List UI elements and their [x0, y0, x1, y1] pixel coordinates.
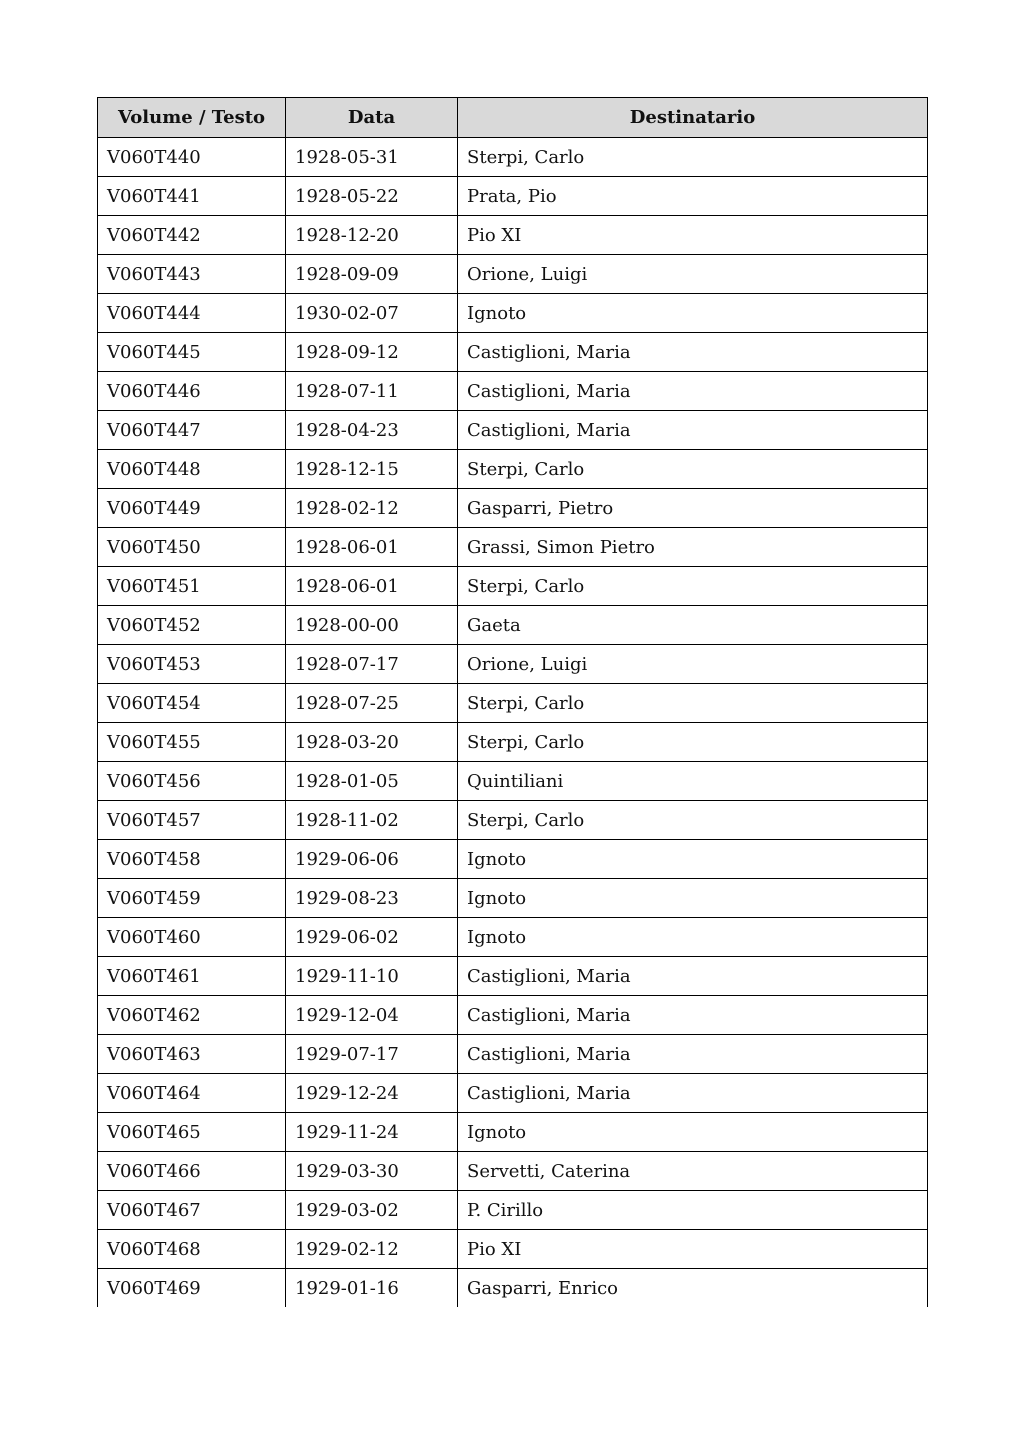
- cell-data: 1928-07-11: [286, 372, 458, 411]
- cell-volume-testo: V060T450: [98, 528, 286, 567]
- cell-data: 1929-03-30: [286, 1152, 458, 1191]
- table-row: [98, 801, 928, 840]
- cell-volume-testo: V060T443: [98, 255, 286, 294]
- cell-volume-testo: V060T468: [98, 1230, 286, 1269]
- table-row: [98, 177, 928, 216]
- cell-volume-testo: V060T445: [98, 333, 286, 372]
- cell-data: 1928-12-15: [286, 450, 458, 489]
- cell-volume-testo: V060T452: [98, 606, 286, 645]
- cell-destinatario: Orione, Luigi: [458, 255, 928, 294]
- cell-data: 1929-02-12: [286, 1230, 458, 1269]
- cell-volume-testo: V060T464: [98, 1074, 286, 1113]
- cell-volume-testo: V060T465: [98, 1113, 286, 1152]
- cell-data: 1928-06-01: [286, 567, 458, 606]
- header-data: Data: [286, 98, 458, 138]
- cell-data: 1928-07-17: [286, 645, 458, 684]
- table-row: [98, 606, 928, 645]
- cell-volume-testo: V060T459: [98, 879, 286, 918]
- cell-volume-testo: V060T461: [98, 957, 286, 996]
- cell-destinatario: Sterpi, Carlo: [458, 567, 928, 606]
- cell-data: 1929-11-10: [286, 957, 458, 996]
- cell-volume-testo: V060T448: [98, 450, 286, 489]
- cell-data: 1929-12-04: [286, 996, 458, 1035]
- table-row: [98, 1113, 928, 1152]
- cell-volume-testo: V060T467: [98, 1191, 286, 1230]
- cell-volume-testo: V060T455: [98, 723, 286, 762]
- table-row: [98, 996, 928, 1035]
- cell-volume-testo: V060T460: [98, 918, 286, 957]
- cell-data: 1928-05-22: [286, 177, 458, 216]
- cell-volume-testo: V060T457: [98, 801, 286, 840]
- table-row: [98, 645, 928, 684]
- table-row: [98, 567, 928, 606]
- cell-destinatario: Quintiliani: [458, 762, 928, 801]
- table-row: [98, 372, 928, 411]
- cell-data: 1928-12-20: [286, 216, 458, 255]
- cell-destinatario: Ignoto: [458, 879, 928, 918]
- cell-data: 1928-07-25: [286, 684, 458, 723]
- cell-data: 1929-11-24: [286, 1113, 458, 1152]
- cell-destinatario: Castiglioni, Maria: [458, 333, 928, 372]
- cell-data: 1929-03-02: [286, 1191, 458, 1230]
- cell-destinatario: Gasparri, Enrico: [458, 1269, 928, 1308]
- table-row: [98, 528, 928, 567]
- table-row: [98, 138, 928, 177]
- table-row: [98, 294, 928, 333]
- cell-data: 1928-03-20: [286, 723, 458, 762]
- cell-volume-testo: V060T449: [98, 489, 286, 528]
- cell-data: 1928-00-00: [286, 606, 458, 645]
- cell-volume-testo: V060T440: [98, 138, 286, 177]
- table-row: [98, 723, 928, 762]
- table-row: [98, 216, 928, 255]
- cell-data: 1928-05-31: [286, 138, 458, 177]
- cell-destinatario: Ignoto: [458, 840, 928, 879]
- table-row: [98, 333, 928, 372]
- cell-volume-testo: V060T463: [98, 1035, 286, 1074]
- cell-volume-testo: V060T447: [98, 411, 286, 450]
- cell-data: 1929-12-24: [286, 1074, 458, 1113]
- cell-data: 1929-01-16: [286, 1269, 458, 1308]
- table-row: [98, 1269, 928, 1308]
- cell-destinatario: Castiglioni, Maria: [458, 372, 928, 411]
- cell-data: 1928-09-12: [286, 333, 458, 372]
- cell-data: 1928-11-02: [286, 801, 458, 840]
- cell-destinatario: Castiglioni, Maria: [458, 411, 928, 450]
- table-row: [98, 255, 928, 294]
- header-row: [98, 98, 928, 138]
- table-row: [98, 879, 928, 918]
- cell-data: 1929-06-06: [286, 840, 458, 879]
- cell-data: 1928-01-05: [286, 762, 458, 801]
- cell-destinatario: Sterpi, Carlo: [458, 723, 928, 762]
- table-row: [98, 1074, 928, 1113]
- cell-destinatario: Pio XI: [458, 1230, 928, 1269]
- cell-volume-testo: V060T454: [98, 684, 286, 723]
- cell-volume-testo: V060T444: [98, 294, 286, 333]
- cell-data: 1929-06-02: [286, 918, 458, 957]
- cell-destinatario: Gaeta: [458, 606, 928, 645]
- cell-destinatario: Pio XI: [458, 216, 928, 255]
- table-row: [98, 1035, 928, 1074]
- cell-volume-testo: V060T446: [98, 372, 286, 411]
- letters-table: [97, 97, 928, 1307]
- cell-volume-testo: V060T458: [98, 840, 286, 879]
- cell-volume-testo: V060T466: [98, 1152, 286, 1191]
- cell-volume-testo: V060T469: [98, 1269, 286, 1308]
- cell-destinatario: Servetti, Caterina: [458, 1152, 928, 1191]
- cell-destinatario: Grassi, Simon Pietro: [458, 528, 928, 567]
- cell-destinatario: Sterpi, Carlo: [458, 138, 928, 177]
- cell-data: 1928-02-12: [286, 489, 458, 528]
- cell-data: 1928-04-23: [286, 411, 458, 450]
- cell-data: 1928-06-01: [286, 528, 458, 567]
- table-row: [98, 450, 928, 489]
- cell-volume-testo: V060T456: [98, 762, 286, 801]
- table-row: [98, 957, 928, 996]
- cell-data: 1930-02-07: [286, 294, 458, 333]
- cell-destinatario: Ignoto: [458, 1113, 928, 1152]
- table-row: [98, 840, 928, 879]
- cell-data: 1929-07-17: [286, 1035, 458, 1074]
- cell-destinatario: Sterpi, Carlo: [458, 801, 928, 840]
- cell-destinatario: Sterpi, Carlo: [458, 450, 928, 489]
- cell-destinatario: Gasparri, Pietro: [458, 489, 928, 528]
- table-row: [98, 1191, 928, 1230]
- table-row: [98, 1230, 928, 1269]
- cell-volume-testo: V060T453: [98, 645, 286, 684]
- cell-destinatario: Castiglioni, Maria: [458, 996, 928, 1035]
- cell-destinatario: P. Cirillo: [458, 1191, 928, 1230]
- cell-destinatario: Ignoto: [458, 294, 928, 333]
- cell-destinatario: Orione, Luigi: [458, 645, 928, 684]
- cell-volume-testo: V060T462: [98, 996, 286, 1035]
- cell-destinatario: Sterpi, Carlo: [458, 684, 928, 723]
- cell-destinatario: Castiglioni, Maria: [458, 1035, 928, 1074]
- table-row: [98, 411, 928, 450]
- cell-destinatario: Castiglioni, Maria: [458, 1074, 928, 1113]
- header-volume-testo: Volume / Testo: [98, 98, 286, 138]
- table-row: [98, 1152, 928, 1191]
- cell-volume-testo: V060T441: [98, 177, 286, 216]
- cell-destinatario: Castiglioni, Maria: [458, 957, 928, 996]
- cell-volume-testo: V060T442: [98, 216, 286, 255]
- table-row: [98, 918, 928, 957]
- cell-destinatario: Ignoto: [458, 918, 928, 957]
- table-row: [98, 684, 928, 723]
- header-destinatario: Destinatario: [458, 98, 928, 138]
- table-row: [98, 762, 928, 801]
- cell-data: 1928-09-09: [286, 255, 458, 294]
- cell-volume-testo: V060T451: [98, 567, 286, 606]
- cell-destinatario: Prata, Pio: [458, 177, 928, 216]
- table-row: [98, 489, 928, 528]
- cell-data: 1929-08-23: [286, 879, 458, 918]
